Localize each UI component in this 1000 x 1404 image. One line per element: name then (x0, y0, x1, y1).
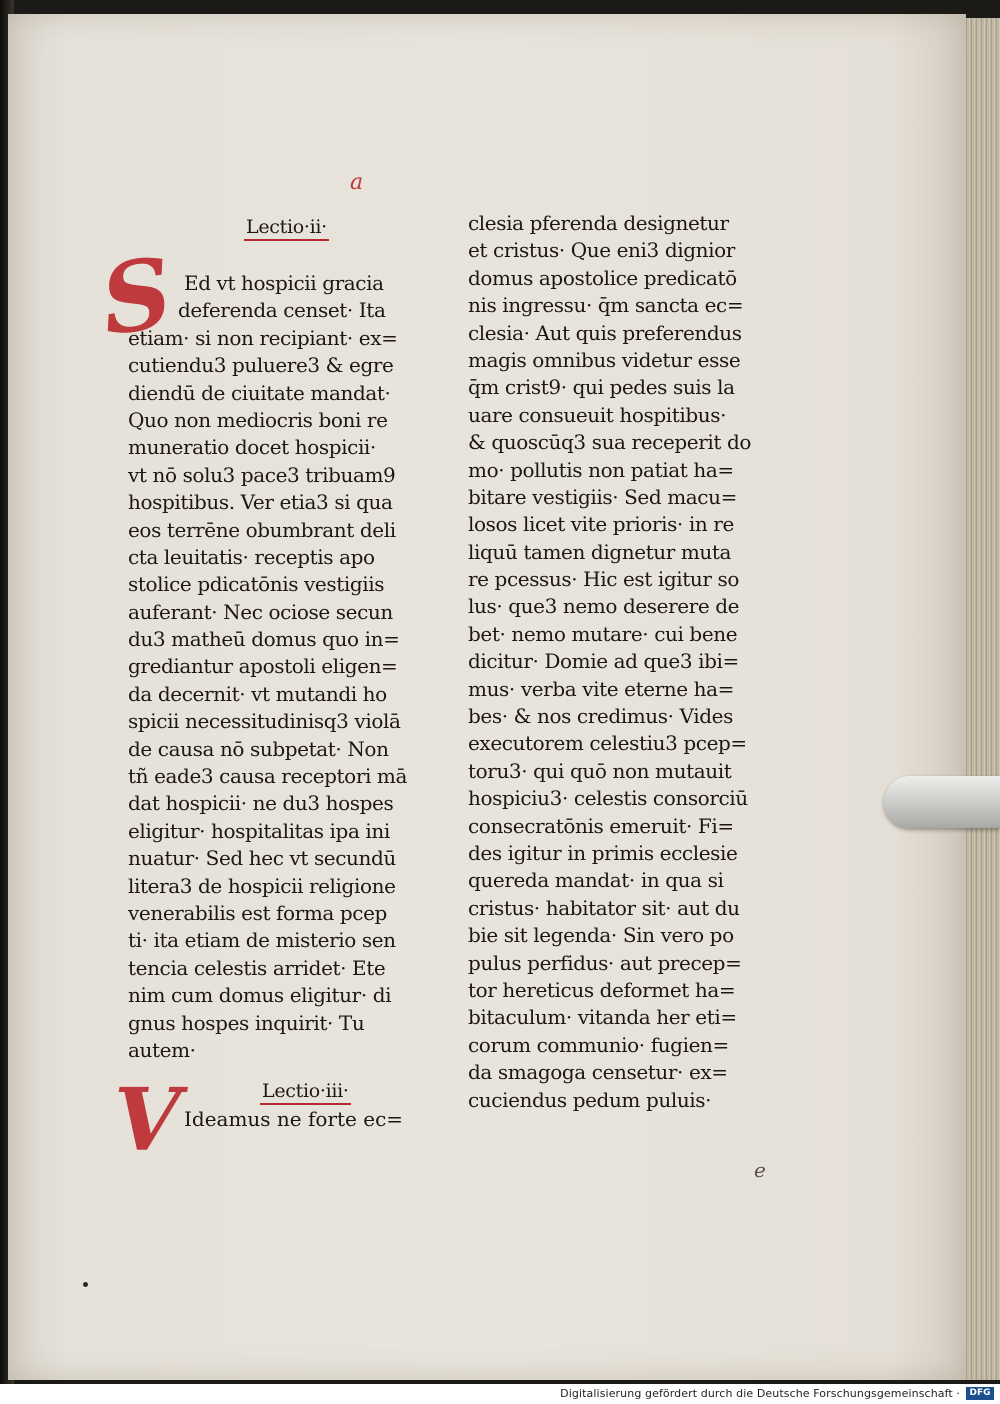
decorated-initial-v: V (114, 1070, 181, 1171)
text-line: lus· que3 nemo deserere de (468, 594, 740, 619)
text-line: tor hereticus deformet ha= (468, 977, 736, 1002)
text-line: bes· & nos credimus· Vides (468, 704, 733, 729)
text-line: deferenda censet· Ita (178, 298, 386, 323)
right-text-column (468, 210, 751, 1114)
text-line: bitare vestigiis· Sed macu= (468, 484, 737, 509)
text-line: cristus· habitator sit· aut du (468, 895, 740, 920)
text-line: gnus hospes inquirit· Tu (128, 1010, 365, 1035)
text-line: bie sit legenda· Sin vero po (468, 923, 734, 948)
lower-margin-mark: e (754, 1158, 766, 1182)
text-line: des igitur in primis ecclesie (468, 840, 738, 865)
margin-mark: a (350, 170, 364, 195)
text-line: pulus perfidus· aut precep= (468, 950, 742, 975)
footer-bar (0, 1384, 1000, 1404)
text-line: corum communio· fugien= (468, 1032, 729, 1057)
text-line: q̄m crist9· qui pedes suis la (468, 375, 735, 400)
text-line: de causa nō subpetat· Non (128, 736, 389, 761)
text-line: da smagoga censetur· ex= (468, 1060, 728, 1085)
text-line: toru3· qui quō non mutauit (468, 758, 732, 783)
text-line: clesia pferenda designetur (468, 211, 729, 235)
text-line: liquū tamen dignetur muta (468, 539, 732, 564)
text-line: grediantur apostoli eligen= (128, 654, 398, 679)
text-line: cutiendu3 puluere3 & egre (128, 353, 394, 378)
text-line: magis omnibus videtur esse (468, 347, 741, 372)
text-line: auferant· Nec ociose secun (128, 599, 393, 624)
text-line: mo· pollutis non patiat ha= (468, 457, 734, 482)
text-line: losos licet vite prioris· in re (468, 512, 734, 537)
text-line: hospitibus. Ver etia3 si qua (128, 490, 393, 515)
text-line: uare consueuit hospitibus· (468, 402, 727, 427)
text-line: quereda mandat· in qua si (468, 868, 724, 893)
text-line: diendū de ciuitate mandat· (128, 380, 391, 405)
text-line: Ed vt hospicii gracia (184, 271, 384, 295)
text-line: vt nō solu3 pace3 tribuam9 (128, 462, 396, 487)
dfg-logo: DFG (966, 1387, 994, 1400)
text-line: Quo non mediocris boni re (128, 407, 388, 432)
lectio-ii-heading: Lectio·ii· (244, 216, 329, 241)
decorated-initial-s: S (94, 235, 179, 358)
text-line: autem· (128, 1037, 196, 1062)
text-line: spicii necessitudinisq3 violā (128, 709, 401, 734)
left-text-column (128, 270, 407, 1064)
text-line: executorem celestiu3 pcep= (468, 731, 747, 756)
text-line: hospiciu3· celestis consorciū (468, 786, 748, 811)
manuscript-page (8, 14, 966, 1380)
text-line: da decernit· vt mutandi ho (128, 681, 387, 706)
text-line: eos terrēne obumbrant deli (128, 517, 396, 542)
text-line: cta leuitatis· receptis apo (128, 544, 375, 569)
text-line: cuciendus pedum puluis· (468, 1087, 712, 1112)
text-line: venerabilis est forma pcep (128, 900, 387, 925)
text-line: nuatur· Sed hec vt secundū (128, 846, 396, 871)
lectio-iii-heading: Lectio·iii· (260, 1080, 351, 1105)
text-line: mus· verba vite eterne ha= (468, 676, 735, 701)
lectio-iii-first-line: Ideamus ne forte ec= (184, 1107, 404, 1131)
text-line: eligitur· hospitalitas ipa ini (128, 818, 390, 843)
text-line: litera3 de hospicii religione (128, 873, 396, 898)
text-line: domus apostolice predicatō (468, 265, 737, 290)
text-line: dicitur· Domie ad que3 ibi= (468, 649, 739, 674)
text-line: et cristus· Que eni3 dignior (468, 238, 735, 263)
text-line: du3 matheū domus quo in= (128, 627, 400, 652)
text-line: consecratōnis emeruit· Fi= (468, 813, 734, 838)
text-line: nim cum domus eligitur· di (128, 983, 392, 1008)
text-line: muneratio docet hospicii· (128, 435, 376, 460)
text-line: dat hospicii· ne du3 hospes (128, 791, 394, 816)
ink-dot (83, 1282, 88, 1287)
text-line: etiam· si non recipiant· ex= (128, 325, 398, 350)
text-line: tencia celestis arridet· Ete (128, 955, 386, 980)
funding-notice: Digitalisierung gefördert durch die Deutsche Forschungsgemeinschaft · (560, 1387, 960, 1400)
text-line: ti· ita etiam de misterio sen (128, 928, 396, 953)
text-line: clesia· Aut quis preferendus (468, 320, 742, 345)
text-line: bitaculum· vitanda her eti= (468, 1005, 737, 1030)
text-line: re pcessus· Hic est igitur so (468, 567, 740, 592)
text-line: tñ eade3 causa receptori mā (128, 764, 408, 789)
page-clip (884, 776, 1000, 828)
text-line: stolice pdicatōnis vestigiis (128, 572, 385, 597)
text-line: nis ingressu· q̄m sancta ec= (468, 293, 744, 318)
text-line: & quoscūq3 sua receperit do (468, 430, 752, 455)
text-line: bet· nemo mutare· cui bene (468, 621, 738, 646)
